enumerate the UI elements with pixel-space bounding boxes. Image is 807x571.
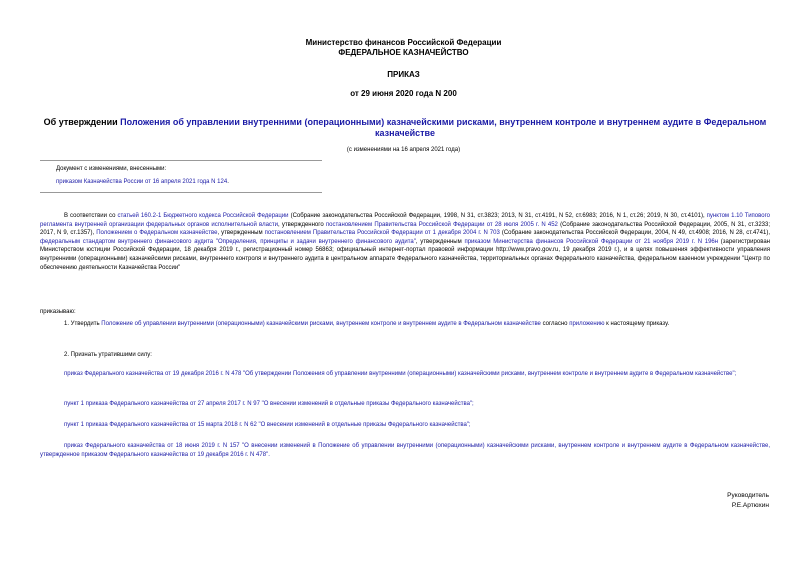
invalidated-order-1[interactable]: приказ Федерального казначейства от 19 декабря 2016 г. N 478 "Об утверждении Положения об управлении внутренними (операционными) казначейскими рисками, внутреннем контроле и внутреннем аудите в Федеральном казначействе"; (64, 371, 737, 377)
changes-note-link[interactable]: приказом Казначейства России от 16 апреля 2021 года N 124 (56, 178, 228, 185)
item-1-text-2: согласно (540, 321, 570, 327)
invalidated-order-2[interactable]: пункт 1 приказа Федерального казначейства от 27 апреля 2017 г. N 97 "О внесении изменений в отдельные приказы Федерального казначейства"; (64, 401, 474, 407)
invalidated-order-4[interactable]: приказ Федерального казначейства от 18 июня 2019 г. N 157 "О внесении изменений в Положение об управлении внутренними (операционными) казначейскими рисками, внутреннем контроле и внутреннем аудите в Федеральном казначействе, утвержденное приказом Федерального казначейства от 19 декабря 2016 г. N 478". (40, 443, 770, 458)
preamble-link-regulation[interactable]: пунктом 1.10 Типового регламента внутренней организации федеральных органов исполнительной власти (40, 213, 770, 228)
item-1-link-appendix[interactable]: приложению (569, 321, 605, 327)
title-link[interactable]: Положения об управлении внутренними (операционными) казначейскими рисками, внутреннем контроле и внутреннем аудите в Федеральном казначействе (120, 117, 767, 138)
item-1-paragraph (40, 320, 770, 329)
changes-note-line (56, 178, 322, 187)
document-date: от 29 июня 2020 года N 200 (350, 89, 457, 98)
preamble-link-audit-standard[interactable]: федеральным стандартом внутреннего финансового аудита "Определения, принципы и задачи внутреннего финансового аудита" (40, 238, 416, 245)
title-prefix: Об утверждении (43, 117, 121, 127)
preamble-text-5: , утвержденным (217, 230, 265, 237)
ministry-name: Министерство финансов Российской Федерации (305, 38, 502, 47)
item-1-text-1: 1. Утвердить (64, 321, 102, 327)
preamble-text-4: (Собрание законодательства Российской Федерации, 2005, N 31, ст.3233; 2017, N 9, ст.1357), (40, 221, 770, 237)
preamble-link-budget-code[interactable]: статьей 160.2-1 Бюджетного кодекса Российской Федерации (117, 213, 289, 219)
preamble-text-6: (Собрание законодательства Российской Федерации, 2004, N 49, ст.4908; 2016, N 28, ст.4741), (499, 230, 770, 237)
preamble-text-7: , утвержденным (415, 238, 465, 245)
changes-note-suffix: . (227, 178, 229, 185)
changes-note-label: Документ с изменениями, внесенными: (56, 166, 167, 172)
preamble-paragraph (40, 212, 770, 272)
preamble-text-1: В соответствии со (64, 213, 118, 219)
agency-name: ФЕДЕРАЛЬНОЕ КАЗНАЧЕЙСТВО (338, 48, 469, 57)
preamble-link-resolution-452[interactable]: постановлением Правительства Российской Федерации от 28 июля 2005 г. N 452 (325, 221, 558, 228)
revision-note: (с изменениями на 16 апреля 2021 года) (346, 147, 461, 153)
preamble-text-8: (зарегистрирован Министерством юстиции Российской Федерации, 18 декабря 2019 г., регистрационный номер 56863; официальный интернет-портал правовой информации http://www.pravo.gov.ru, 19 декабря 2019 г.), и в целях повышения эффективности управления внутренними (операционными) казначейскими рисками, внутреннего контроля и внутреннего аудита в центральном аппарате Федерального казначейства, территориальных органах Федерального казначейства, федеральном казенном учреждении "Центр по обеспечению деятельности Казначейства России" (40, 238, 770, 271)
preamble-text-3: , утвержденного (278, 221, 326, 228)
preamble-link-resolution-703[interactable]: постановлением Правительства Российской Федерации от 1 декабря 2004 г. N 703 (264, 230, 500, 237)
orders-label: приказываю: (40, 309, 76, 315)
preamble-link-order-196n[interactable]: приказом Министерства финансов Российской Федерации от 21 ноября 2019 г. N 196н (464, 238, 719, 245)
invalidated-order-3[interactable]: пункт 1 приказа Федерального казначейства от 15 марта 2018 г. N 62 "О внесении изменений в отдельные приказы Федерального казначейства"; (64, 422, 471, 428)
signature-block (727, 491, 769, 511)
preamble-text-2: (Собрание законодательства Российской Федерации, 1998, N 31, ст.3823; 2013, N 31, ст.4191, N 52, ст.6983; 2016, N 1, ст.26; 2019, N 30, ст.4101), (288, 213, 707, 219)
signature-name: Р.Е.Артюхин (731, 502, 769, 509)
signature-position: Руководитель (727, 492, 769, 499)
item-1-link-statute[interactable]: Положение об управлении внутренними (операционными) казначейскими рисками, внутреннем контроле и внутреннем аудите в Федеральном казначействе (101, 321, 541, 327)
document-type: ПРИКАЗ (387, 70, 420, 79)
item-2-label: 2. Признать утратившими силу: (64, 352, 152, 358)
document-title (40, 117, 770, 139)
preamble-link-statute[interactable]: Положением о Федеральном казначействе (96, 230, 218, 237)
changes-note-box (40, 160, 322, 193)
item-1-text-3: к настоящему приказу. (604, 321, 670, 327)
